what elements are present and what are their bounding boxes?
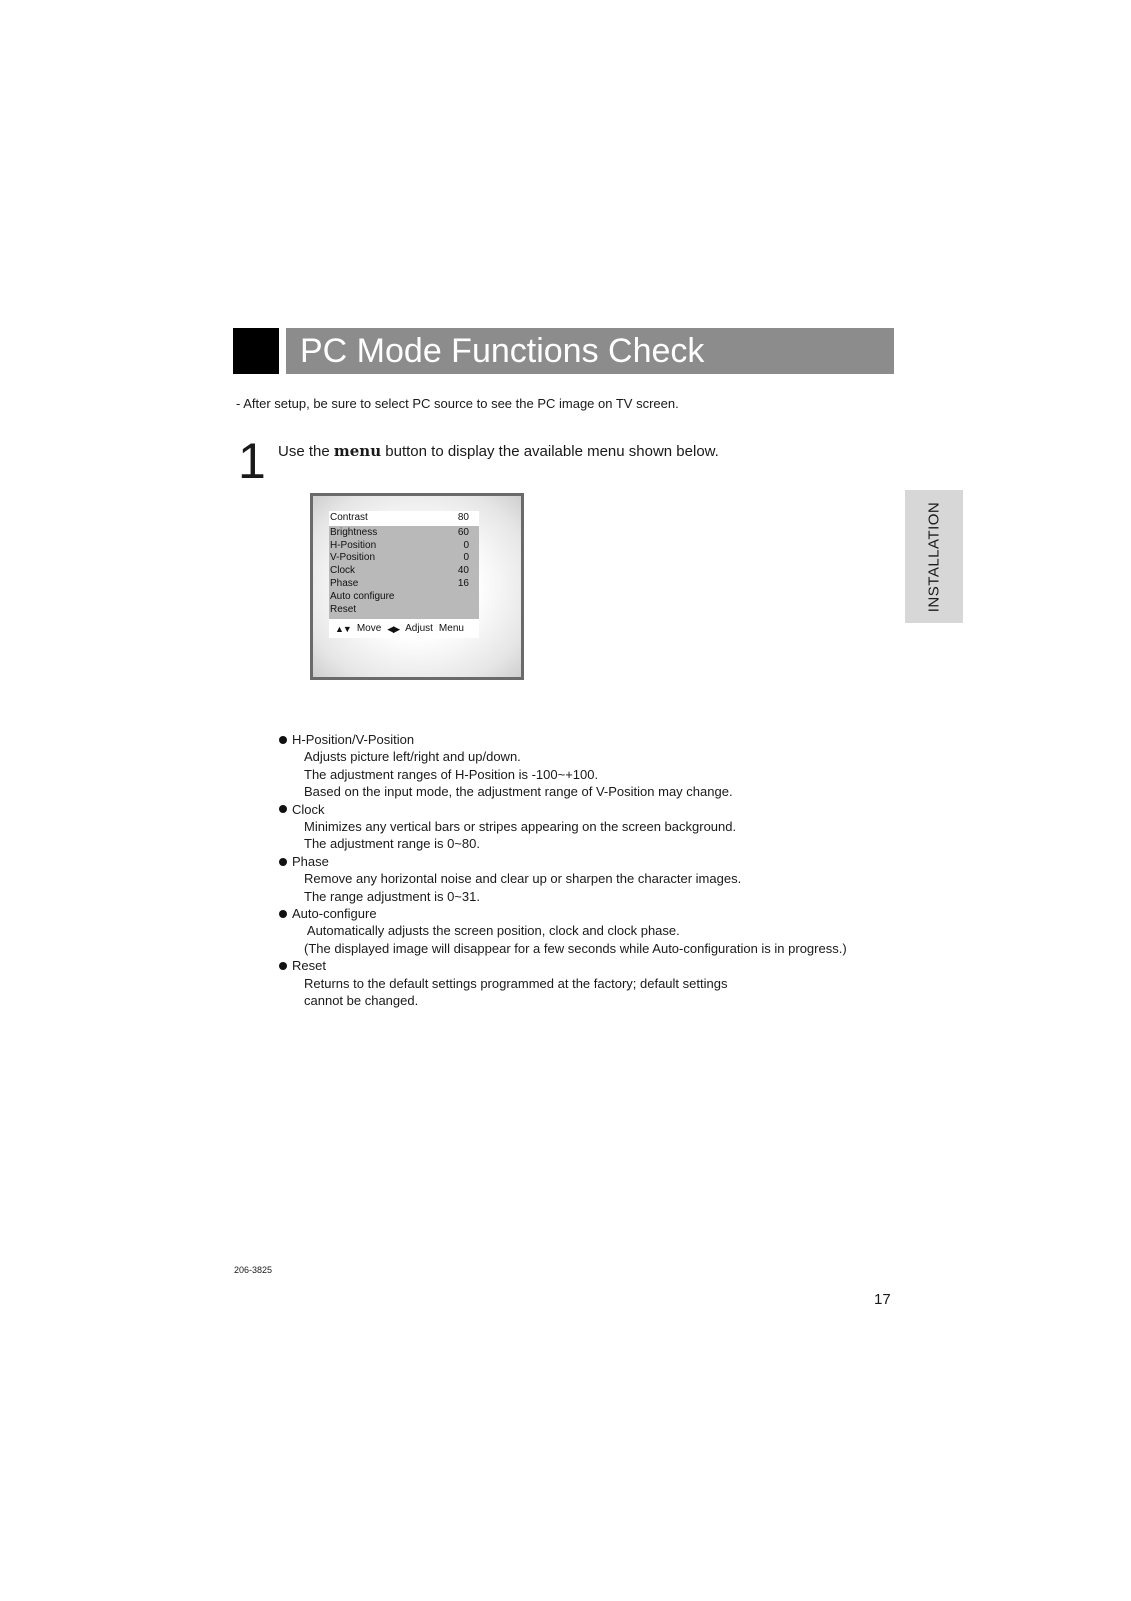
feature-description: cannot be changed. [304,993,419,1009]
osd-menu-item[interactable] [329,591,479,604]
osd-move-label: Move [356,623,382,635]
osd-item-label: H-Position [330,539,377,551]
step-text-after: button to display the available menu shown below. [381,443,719,460]
step-number: 1 [238,433,266,489]
osd-item-value: 60 [457,526,469,538]
title-block-icon [233,328,279,374]
feature-heading-text: Phase [292,853,329,869]
osd-item-label: Auto configure [330,590,395,602]
feature-description: Returns to the default settings programmed at the factory; default settings [304,975,728,991]
feature-heading [278,801,847,818]
feature-heading [278,957,847,974]
osd-menu [329,511,479,638]
section-tab-installation [905,490,963,623]
osd-menu-item[interactable] [329,552,479,565]
feature-heading-text: H-Position/V-Position [292,732,415,747]
osd-item-label: Contrast [330,512,368,523]
up-down-arrows-icon: ▲▼ [335,624,351,635]
feature-description: Automatically adjusts the screen position, clock and clock phase. [304,923,680,939]
osd-menu-item[interactable] [329,527,479,540]
left-right-arrows-icon: ◀▶ [387,624,400,635]
osd-menu-list [329,526,479,620]
step-text-before: Use the [278,443,334,460]
bullet-icon [279,962,287,970]
osd-screen [310,493,524,680]
feature-description: The adjustment range is 0~80. [304,836,480,852]
feature-heading-text: Clock [292,801,325,817]
page-title: PC Mode Functions Check [286,328,894,374]
bullet-icon [279,910,287,918]
osd-item-value: 40 [457,565,469,577]
bullet-icon [279,858,287,866]
document-code: 206-3825 [234,1265,273,1275]
page-number: 17 [874,1291,891,1308]
osd-menu-item[interactable] [329,565,479,578]
osd-item-value: 16 [457,577,469,589]
feature-description: The range adjustment is 0~31. [304,888,480,904]
menu-keyword: menu [333,442,382,460]
osd-footer [329,619,479,638]
intro-note: - After setup, be sure to select PC source to see the PC image on TV screen. [236,396,679,411]
osd-item-label: Reset [330,603,357,615]
feature-description: Based on the input mode, the adjustment range of V-Position may change. [304,784,733,800]
osd-item-value: 0 [463,539,469,551]
osd-adjust-label: Adjust [405,623,433,635]
bullet-icon [279,805,287,813]
feature-heading-text: Auto-configure [292,906,377,922]
feature-heading-text: Reset [292,958,326,974]
osd-item-value: 0 [463,552,469,564]
feature-description: The adjustment ranges of H-Position is -100~+100. [304,766,599,782]
feature-heading [278,853,847,870]
section-tab-label: INSTALLATION [925,501,943,612]
step-instruction [278,442,719,460]
feature-heading [278,731,847,748]
feature-description: (The displayed image will disappear for a few seconds while Auto-configuration is in progress.) [304,940,847,956]
osd-item-value: 80 [457,512,469,523]
osd-item-label: Clock [330,565,356,577]
osd-item-label: Brightness [330,526,378,538]
feature-description: Adjusts picture left/right and up/down. [304,749,521,765]
osd-menu-label: Menu [438,623,464,635]
bullet-icon [279,736,287,744]
osd-menu-item[interactable] [329,511,479,526]
feature-description: Remove any horizontal noise and clear up or sharpen the character images. [304,871,742,887]
osd-menu-item[interactable] [329,540,479,553]
osd-item-label: Phase [330,577,359,589]
feature-description: Minimizes any vertical bars or stripes appearing on the screen background. [304,819,737,835]
osd-menu-item[interactable] [329,578,479,591]
feature-heading [278,905,847,922]
osd-item-label: V-Position [330,552,376,564]
feature-list [278,731,847,1010]
osd-menu-item[interactable] [329,604,479,617]
